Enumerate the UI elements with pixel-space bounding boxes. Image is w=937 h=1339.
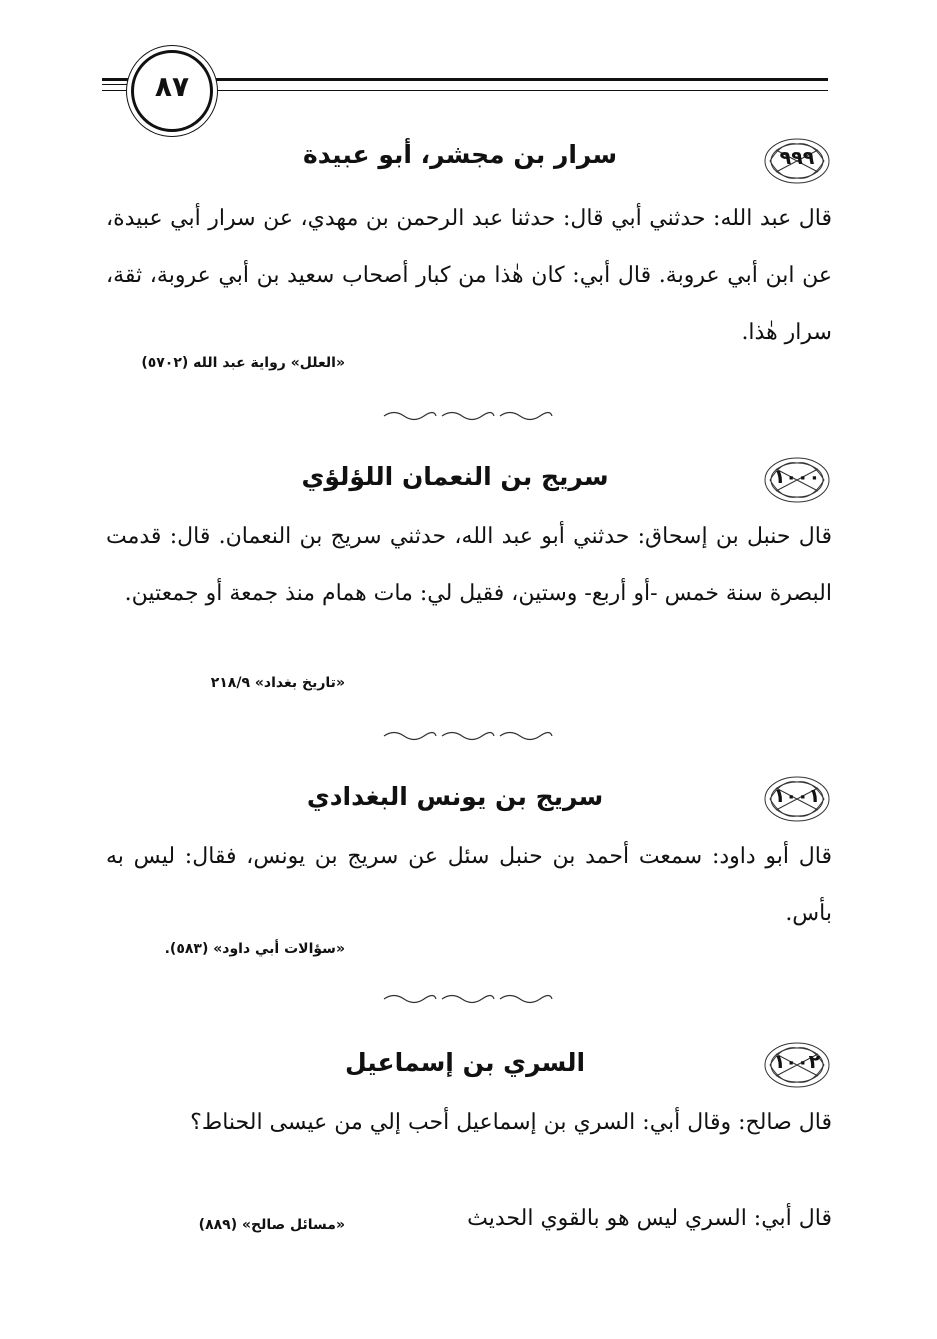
entry-body [106, 190, 832, 361]
entry-body [106, 508, 832, 622]
entry-source: «تاريخ بغداد» ٢١٨/٩ [210, 675, 345, 691]
divider-ornament-icon [380, 992, 556, 1006]
entry-title: السري بن إسماعيل [344, 1048, 586, 1077]
page-number: ٨٧ [154, 70, 190, 103]
entry-body-continuation: قال أبي: السري ليس هو بالقوي الحديث [467, 1206, 832, 1231]
entry-number: ٩٩٩ [779, 147, 815, 169]
entry-number: ١٠٠٠ [773, 466, 821, 488]
page-number-badge [131, 50, 213, 132]
entry-number: ١٠٠٢ [773, 1051, 821, 1073]
entry-body-text: قال عبد الله: حدثني أبي قال: حدثنا عبد الرحمن بن مهدي، عن سرار أبي عبيدة، عن ابن أبي عروبة. قال أبي: كان هٰذا من كبار أصحاب سعيد بن أبي عروبة، ثقة، سرار هٰذا. [106, 206, 832, 345]
entry-source: «العلل» رواية عبد الله (٥٧٠٢) [141, 355, 345, 371]
entry-number-badge [762, 136, 832, 186]
divider-ornament-icon [380, 409, 556, 423]
entry-body-text: قال صالح: وقال أبي: السري بن إسماعيل أحب إلي من عيسى الحناط؟ [190, 1110, 832, 1135]
entry-body-text: قال أبو داود: سمعت أحمد بن حنبل سئل عن سريج بن يونس، فقال: ليس به بأس. [106, 844, 832, 926]
entry-title: سريج بن يونس البغدادي [306, 782, 604, 811]
entry-title: سريج بن النعمان اللؤلؤي [301, 462, 609, 491]
entry-source: «سؤالات أبي داود» (٥٨٣). [164, 941, 345, 957]
entry-body [106, 1094, 832, 1151]
entry-number-badge [762, 774, 832, 824]
entry-source: «مسائل صالح» (٨٨٩) [198, 1217, 345, 1233]
entry-body-text: قال حنبل بن إسحاق: حدثني أبو عبد الله، حدثني سريج بن النعمان. قال: قدمت البصرة سنة خمس -أو أربع- وستين، فقيل لي: مات همام منذ جمعة أو جمعتين. [106, 524, 833, 606]
entry-title: سرار بن مجشر، أبو عبيدة [302, 140, 618, 169]
entry-body [106, 828, 832, 942]
divider-ornament-icon [380, 729, 556, 743]
entry-number: ١٠٠١ [773, 785, 821, 807]
entry-number-badge [762, 1040, 832, 1090]
entry-number-badge [762, 455, 832, 505]
